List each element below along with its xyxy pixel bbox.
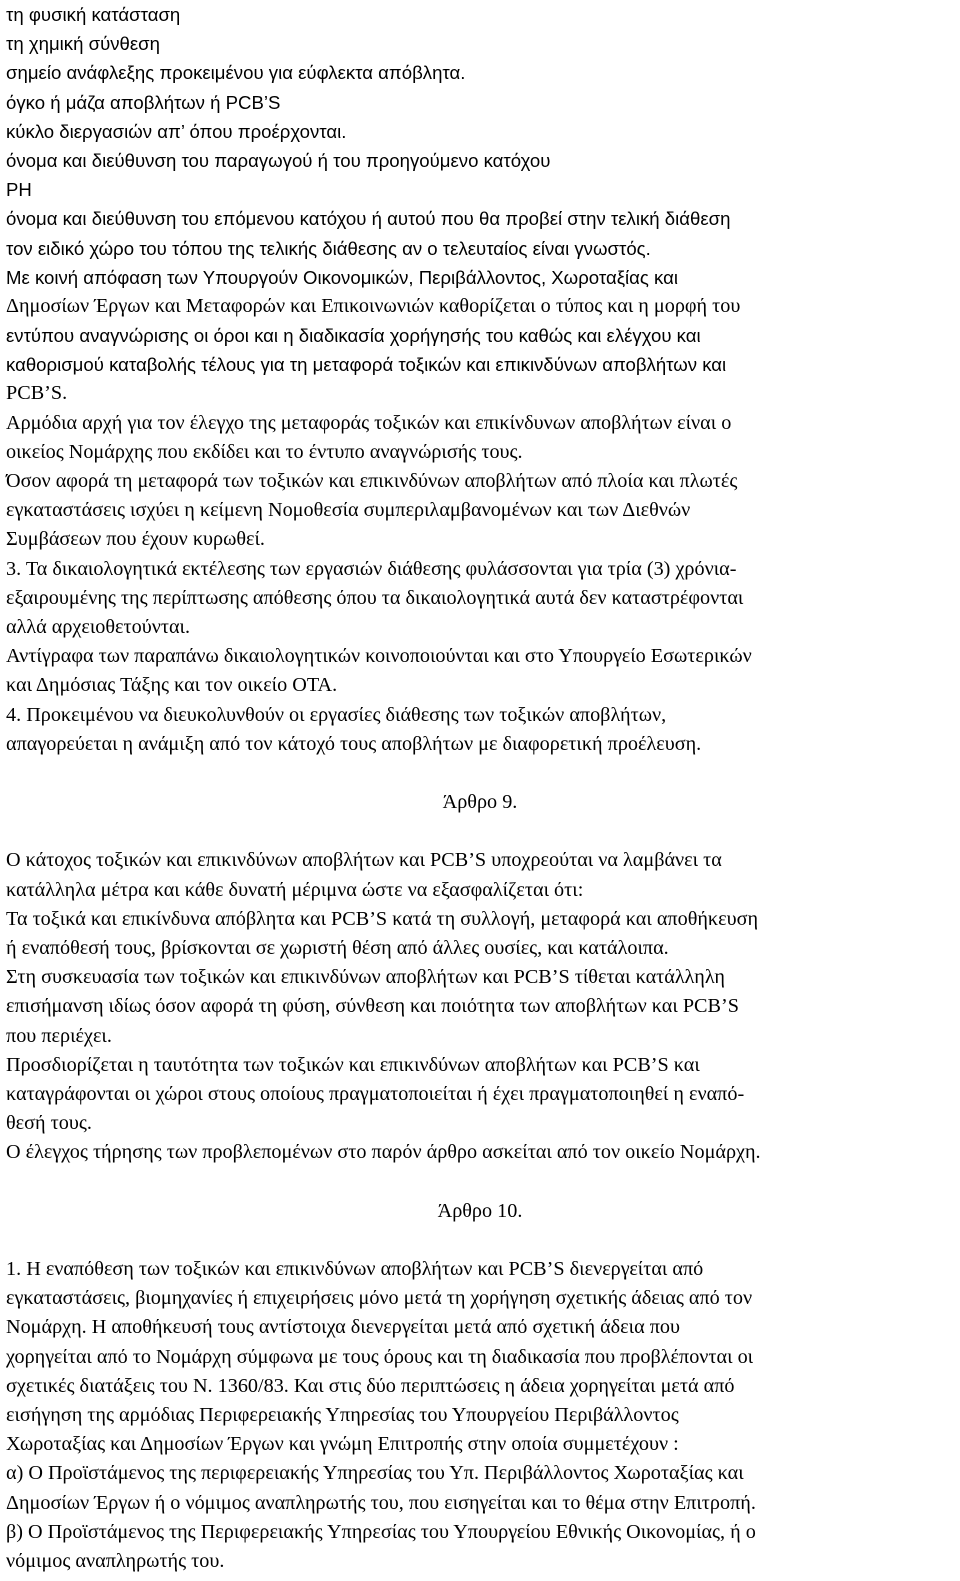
article-line: Προσδιορίζεται η ταυτότητα των τοξικών και επικινδύνων αποβλήτων και PCB’S και — [6, 1053, 700, 1076]
body-line: Αντίγραφα των παραπάνω δικαιολογητικών κοινοποιούνται και στο Υπουργείο Εσωτερικών — [6, 645, 752, 668]
body-line: απαγορεύεται η ανάμιξη από τον κάτοχό τους αποβλήτων με διαφορετική προέλευση. — [6, 732, 702, 755]
spacer — [6, 1168, 954, 1197]
article-10-heading: Άρθρο 10. — [437, 1199, 523, 1222]
intro-line: όγκο ή μάζα αποβλήτων ή PCB’S — [6, 91, 281, 113]
intro-line: όνομα και διεύθυνση του παραγωγού ή του προηγούμενο κατόχου — [6, 149, 551, 171]
article-10-body — [6, 1255, 954, 1576]
article-line: β) Ο Προϊστάμενος της Περιφερειακής Υπηρεσίας του Υπουργείου Εθνικής Οικονομίας, ή ο — [6, 1520, 756, 1543]
article-line: ή εναπόθεσή τους, βρίσκονται σε χωριστή θέση από άλλες ουσίες, και κατάλοιπα. — [6, 937, 669, 959]
intro-line: τον ειδικό χώρο του τόπου της τελικής διάθεσης αν ο τελευταίος είναι γνωστός. — [6, 237, 651, 259]
body-paragraph-2 — [6, 409, 954, 759]
article-line: Χωροταξίας και Δημοσίων Έργων και γνώμη Επιτροπής στην οποία συμμετέχουν : — [6, 1433, 679, 1456]
article-line: καταγράφονται οι χώροι στους οποίους πραγματοποιείται ή έχει πραγματοποιηθεί η εναπό- — [6, 1082, 745, 1105]
intro-line: τη φυσική κατάσταση — [6, 4, 181, 25]
article-line: κατάλληλα μέτρα και κάθε δυνατή μέριμνα ώστε να εξασφαλίζεται ότι: — [6, 878, 584, 901]
spacer — [6, 817, 954, 846]
intro-line: τη χημική σύνθεση — [6, 33, 160, 55]
article-line: νόμιμος αναπληρωτής του. — [6, 1549, 225, 1572]
article-9-body — [6, 846, 954, 1167]
body-line: 3. Τα δικαιολογητικά εκτέλεσης των εργασιών διάθεσης φυλάσσονται για τρία (3) χρόνια- — [6, 557, 737, 580]
article-line: εισήγηση της αρμόδιας Περιφερειακής Υπηρεσίας του Υπουργείου Περιβάλλοντος — [6, 1404, 679, 1426]
body-paragraph-1 — [6, 263, 954, 409]
intro-line: κύκλο διεργασιών απ’ όπου προέρχονται. — [6, 120, 347, 142]
intro-line: PH — [6, 179, 32, 201]
article-line: Τα τοξικά και επικίνδυνα απόβλητα και PCB’S κατά τη συλλογή, μεταφορά και αποθήκευση — [6, 907, 759, 930]
intro-line: όνομα και διεύθυνση του επόμενου κατόχου ή αυτού που θα προβεί στην τελική διάθεση — [6, 208, 731, 230]
document-page — [6, 0, 954, 1576]
body-line: αλλά αρχειοθετούνται. — [6, 615, 191, 638]
article-line: που περιέχει. — [6, 1024, 112, 1047]
article-line: α) Ο Προϊστάμενος της περιφερειακής Υπηρεσίας του Υπ. Περιβάλλοντος Χωροταξίας και — [6, 1462, 744, 1485]
body-line: Αρμόδια αρχή για τον έλεγχο της μεταφοράς τοξικών και επικίνδυνων αποβλήτων είναι ο — [6, 411, 732, 434]
article-line: χορηγείται από το Νομάρχη σύμφωνα με τους όρους και τη διαδικασία που προβλέπονται οι — [6, 1345, 754, 1368]
article-line: εγκαταστάσεις, βιομηχανίες ή επιχειρήσεις μόνο μετά τη χορήγηση σχετικής άδειας από τον — [6, 1287, 753, 1310]
spacer — [6, 759, 954, 788]
body-line: οικείος Νομάρχης που εκδίδει και το έντυπο αναγνώρισής τους. — [6, 440, 523, 463]
body-line: Με κοινή απόφαση των Υπουργούν Οικονομικών, Περιβάλλοντος, Χωροταξίας και — [6, 266, 678, 288]
article-line: Ο κάτοχος τοξικών και επικινδύνων αποβλήτων και PCB’S υποχρεούται να λαμβάνει τα — [6, 849, 722, 872]
article-line: σχετικές διατάξεις του Ν. 1360/83. Και στις δύο περιπτώσεις η άδεια χορηγείται μετά από — [6, 1374, 735, 1397]
body-line: και Δημόσιας Τάξης και τον οικείο ΟΤΑ. — [6, 674, 338, 697]
spacer — [6, 1226, 954, 1255]
article-line: επισήμανση ιδίως όσον αφορά τη φύση, σύνθεση και ποιότητα των αποβλήτων και PCB’S — [6, 995, 739, 1018]
body-line: Όσον αφορά τη μεταφορά των τοξικών και επικινδύνων αποβλήτων από πλοία και πλωτές — [6, 470, 738, 492]
article-line: Νομάρχη. Η αποθήκευσή τους αντίστοιχα διενεργείται μετά από σχετική άδεια που — [6, 1316, 680, 1339]
body-line: PCB’S. — [6, 382, 68, 405]
article-9-heading: Άρθρο 9. — [442, 791, 518, 814]
article-line: θεσή τους. — [6, 1112, 92, 1135]
body-line: εντύπου αναγνώρισης οι όροι και η διαδικασία χορήγησής του καθώς και ελέγχου και — [6, 325, 701, 347]
body-line: 4. Προκειμένου να διευκολυνθούν οι εργασίες διάθεσης των τοξικών αποβλήτων, — [6, 703, 667, 726]
intro-list — [6, 0, 954, 263]
body-line: Δημοσίων Έργων και Μεταφορών και Επικοινωνιών καθορίζεται ο τύπος και η μορφή του — [6, 294, 741, 317]
body-line: εγκαταστάσεις ισχύει η κείμενη Νομοθεσία συμπεριλαμβανομένων και των Διεθνών — [6, 499, 691, 522]
article-line: Δημοσίων Έργων ή ο νόμιμος αναπληρωτής του, που εισηγείται και το θέμα στην Επιτροπή. — [6, 1491, 756, 1514]
body-line: καθορισμού καταβολής τέλους για τη μεταφορά τοξικών και επικινδύνων αποβλήτων και — [6, 354, 727, 376]
body-line: εξαιρουμένης της περίπτωσης απόθεσης όπου τα δικαιολογητικά αυτά δεν καταστρέφονται — [6, 586, 744, 609]
body-line: Συμβάσεων που έχουν κυρωθεί. — [6, 528, 265, 551]
article-line: Ο έλεγχος τήρησης των προβλεπομένων στο παρόν άρθρο ασκείται από τον οικείο Νομάρχη. — [6, 1141, 761, 1164]
intro-line: σημείο ανάφλεξης προκειμένου για εύφλεκτα απόβλητα. — [6, 62, 466, 84]
article-line: 1. Η εναπόθεση των τοξικών και επικινδύνων αποβλήτων και PCB’S διενεργείται από — [6, 1258, 704, 1281]
article-line: Στη συσκευασία των τοξικών και επικινδύνων αποβλήτων και PCB’S τίθεται κατάλληλη — [6, 966, 725, 989]
